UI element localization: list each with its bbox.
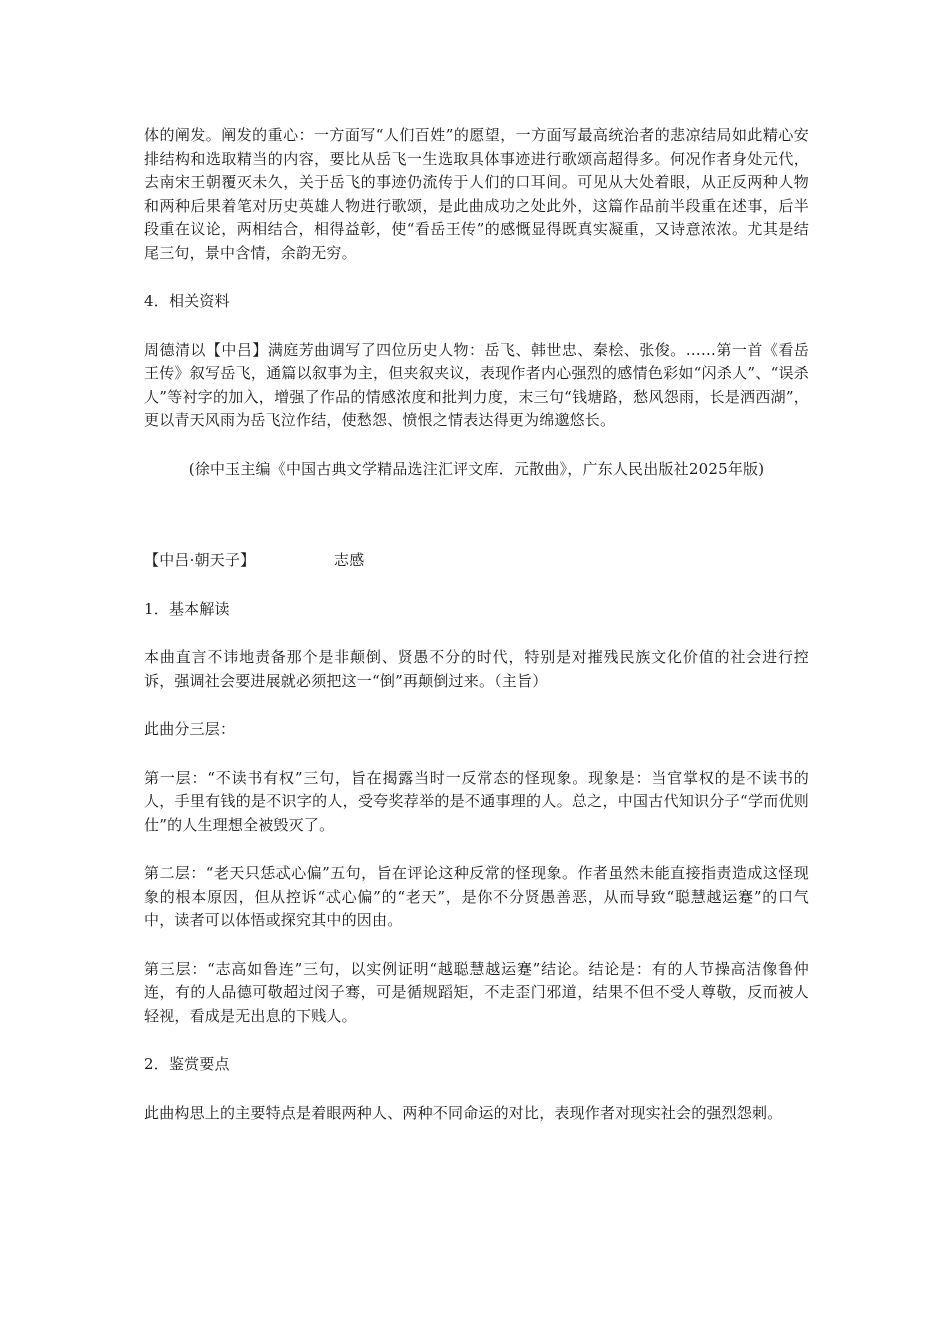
layers-intro: 此曲分三层：: [144, 720, 236, 738]
related-materials-paragraph: 周德清以【中吕】满庭芳曲调写了四位历史人物：岳飞、韩世忠、秦桧、张俊。……第一首《看岳王传》叙写岳飞，通篇以叙事为主，但夹叙夹议，表现作者内心强烈的感情色彩如“闪杀人”、“误杀人”等衬字的加入，增强了作品的情感浓度和批判力度，末三句“钱塘路，愁风怨雨，长是洒西湖”，更以青天风雨为岳飞泣作结，使愁怨、愤恨之情表达得更为绵邈悠长。: [144, 340, 809, 429]
theme-paragraph: 本曲直言不讳地责备那个是非颠倒、贤愚不分的时代，特别是对摧残民族文化价值的社会进行控诉，强调社会要进展就必须把这一“倒”再颠倒过来。（主旨）: [144, 648, 809, 690]
section-heading-appreciation: 2．鉴赏要点: [144, 1055, 230, 1073]
layer-one-paragraph: 第一层：“不读书有权”三句，旨在揭露当时一反常态的怪现象。现象是：当官掌权的是不读书的人，手里有钱的是不识字的人，受夸奖荐举的是不通事理的人。总之，中国古代知识分子“学而优则仕”的人生理想全被毁灭了。: [144, 768, 809, 834]
section-heading-basic-reading: 1．基本解读: [144, 599, 230, 618]
section-heading-related-materials: 4．相关资料: [144, 292, 230, 310]
document-page: [144, 124, 809, 1125]
analysis-paragraph: 体的阐发。阐发的重心：一方面写“人们百姓”的愿望，一方面写最高统治者的悲凉结局如此精心安排结构和选取精当的内容，要比从岳飞一生选取具体事迹进行歌颂高超得多。何况作者身处元代，去南宋王朝覆灭未久，关于岳飞的事迹仍流传于人们的口耳间。可见从大处着眼，从正反两种人物和两种后果着笔对历史英雄人物进行歌颂，是此曲成功之处此外，这篇作品前半段重在述事，后半段重在议论，两相结合，相得益彰，使“看岳王传”的感慨显得既真实凝重，又诗意浓浓。尤其是结尾三句，景中含情，余韵无穷。: [144, 126, 809, 262]
layer-three-paragraph: 第三层：“志高如鲁连”三句，以实例证明“越聪慧越运蹇”结论。结论是：有的人节操高洁像鲁仲连，有的人品德可敬超过闵子骞，可是循规蹈矩，不走歪门邪道，结果不但不受人尊敬，反而被人轻视，看成是无出息的下贱人。: [144, 959, 809, 1025]
song-title-row: [144, 549, 809, 573]
appreciation-paragraph: 此曲构思上的主要特点是着眼两种人、两种不同命运的对比，表现作者对现实社会的强烈怨刺。: [144, 1103, 783, 1122]
layer-two-paragraph: 第二层：“老天只恁忒心偏”五句，旨在评论这种反常的怪现象。作者虽然未能直接指责造成这怪现象的根本原因，但从控诉“忒心偏”的“老天”，是你不分贤愚善恶，从而导致“聪慧越运蹇”的口气中，读者可以体悟或探究其中的因由。: [144, 864, 809, 929]
citation: (徐中玉主编《中国古典文学精品选注汇评文库．元散曲》，广东人民出版社2025年版): [188, 459, 765, 478]
tune-name: 【中吕·朝天子】: [144, 551, 256, 569]
song-title: 志感: [334, 551, 365, 569]
